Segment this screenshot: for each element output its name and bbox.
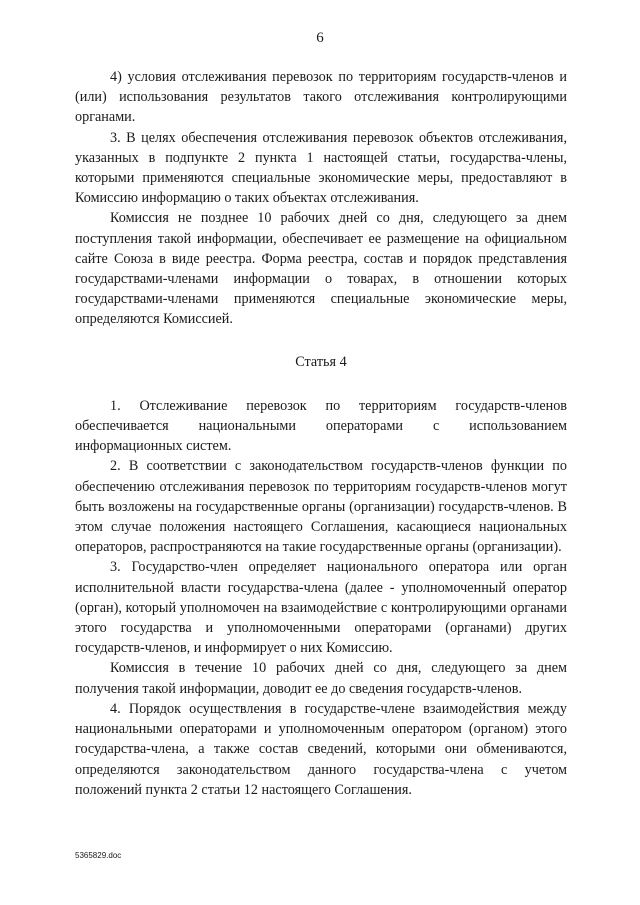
document-body bbox=[75, 67, 567, 800]
footer-filename: 5365829.doc bbox=[75, 851, 122, 860]
paragraph: 2. В соответствии с законодательством государств-членов функции по обеспечению отслеживания перевозок по территориям государств-членов могут быть возложены на государственные органы (организации) государств-членов. В этом случае положения настоящего Соглашения, касающиеся национальных операторов, распространяются на такие государственные органы (организации). bbox=[75, 458, 567, 556]
paragraph: 4. Порядок осуществления в государстве-члене взаимодействия между национальными операторами и уполномоченным оператором (органом) этого государства-члена, а также состав сведений, которыми они обмениваются, определяются законодательством данного государства-члена с учетом положений пункта 2 статьи 12 настоящего Соглашения. bbox=[75, 700, 567, 798]
page-number: 6 bbox=[316, 30, 324, 46]
paragraph: Комиссия в течение 10 рабочих дней со дня, следующего за днем получения такой информации, доводит ее до сведения государств-членов. bbox=[75, 660, 567, 697]
article-title: Статья 4 bbox=[295, 353, 347, 370]
paragraph: 3. В целях обеспечения отслеживания перевозок объектов отслеживания, указанных в подпункте 2 пункта 1 настоящей статьи, государства-члены, которыми применяются специальные экономические меры, предоставляют в Комиссию информацию о таких объектах отслеживания. bbox=[75, 129, 567, 207]
paragraph: 4) условия отслеживания перевозок по территориям государств-членов и (или) использования результатов такого отслеживания контролирующими органами. bbox=[75, 69, 567, 126]
paragraph: 3. Государство-член определяет национального оператора или орган исполнительной власти государства-члена (далее - уполномоченный оператор (орган), который уполномочен на взаимодействие с контролирующими органами этого государства и уполномоченными операторами (органами) других государств-членов, и информирует о них Комиссию. bbox=[75, 559, 567, 657]
paragraph: Комиссия не позднее 10 рабочих дней со дня, следующего за днем поступления такой информации, обеспечивает ее размещение на официальном сайте Союза в виде реестра. Форма реестра, состав и порядок представления государствами-членами информации о товарах, в отношении которых государствами-членами применяются специальные экономические меры, определяются Комиссией. bbox=[75, 210, 567, 328]
paragraph: 1. Отслеживание перевозок по территориям государств-членов обеспечивается национальными операторами с использованием информационных систем. bbox=[75, 397, 567, 455]
